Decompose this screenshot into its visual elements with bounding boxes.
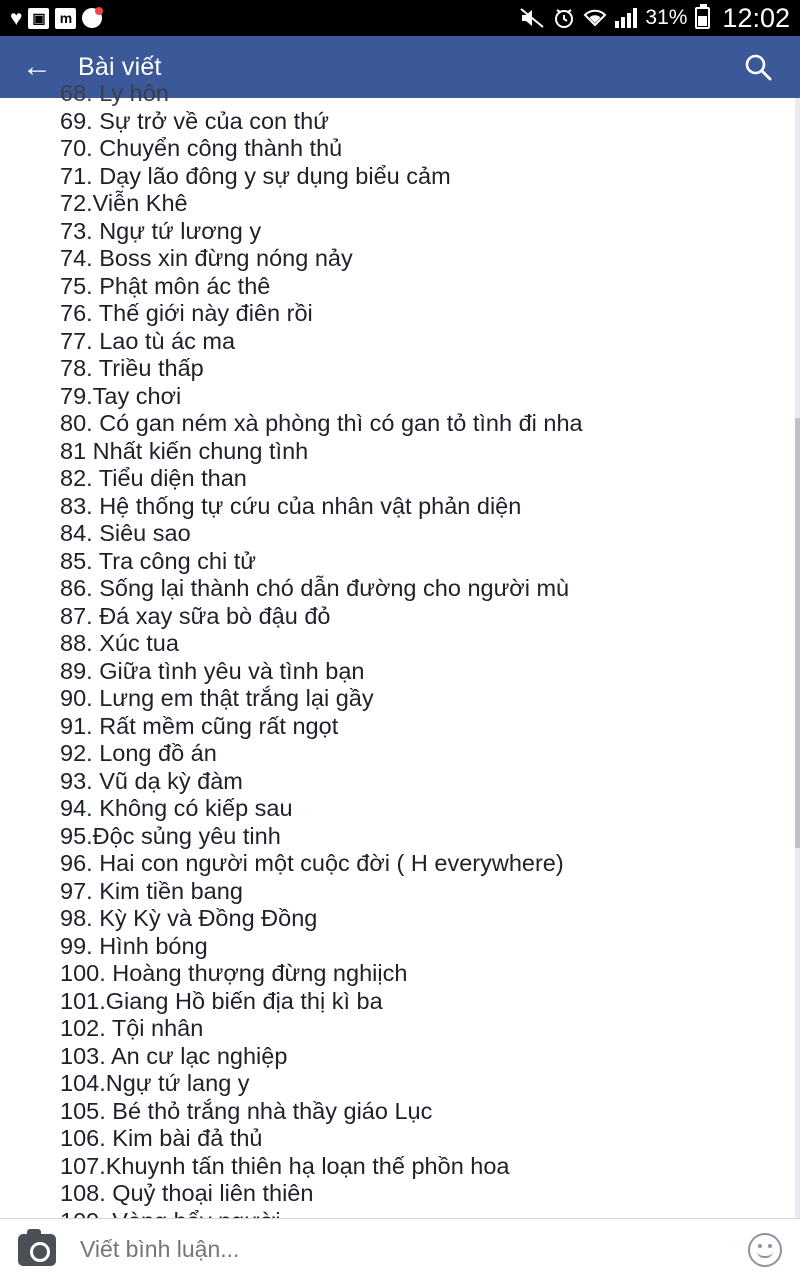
list-item: 68. Ly hôn [60, 80, 169, 106]
list-item: 84. Siêu sao [60, 520, 191, 546]
battery-percent: 31% [645, 6, 688, 29]
notification-dot-icon [82, 8, 102, 28]
list-item: 71. Dạy lão đông y sự dụng biểu cảm [60, 162, 451, 189]
scrollbar-thumb[interactable] [795, 418, 800, 848]
list-item: 76. Thế giới này điên rồi [60, 300, 313, 326]
signal-icon [615, 8, 637, 28]
list-item: 80. Có gan ném xà phòng thì có gan tỏ tình đi nha [60, 410, 583, 436]
smiley-icon[interactable] [748, 1233, 782, 1267]
list-item: 73. Ngự tứ lương y [60, 217, 262, 244]
list-item: 94. Không có kiếp sau [60, 795, 293, 821]
list-item: 104.Ngự tứ lang y [60, 1070, 250, 1096]
list-item: 78. Triều thấp [60, 355, 204, 381]
list-item: 100. Hoàng thượng đừng nghiịch [60, 960, 408, 986]
list-item: 98. Kỳ Kỳ và Đồng Đồng [60, 905, 318, 931]
list-item: 72.Viễn Khê [60, 190, 188, 216]
list-item: 106. Kim bài đả thủ [60, 1125, 263, 1151]
back-button[interactable]: ← [22, 50, 52, 83]
camera-icon[interactable] [18, 1234, 56, 1266]
list-item: 92. Long đồ án [60, 740, 217, 766]
list-item: 91. Rất mềm cũng rất ngọt [60, 712, 339, 739]
list-item: 70. Chuyển công thành thủ [60, 135, 343, 161]
list-item: 108. Quỷ thoại liên thiên [60, 1180, 314, 1206]
post-list [0, 80, 800, 1235]
list-item: 86. Sống lại thành chó dẫn đường cho người mù [60, 575, 570, 601]
list-item: 97. Kim tiền bang [60, 877, 243, 904]
list-item: 88. Xúc tua [60, 630, 179, 656]
list-item: 82. Tiểu diện than [60, 465, 247, 491]
wifi-icon [583, 8, 607, 28]
list-item: 81 Nhất kiến chung tình [60, 437, 309, 464]
list-item: 75. Phật môn ác thê [60, 272, 271, 299]
list-item: 95.Độc sủng yêu tinh [60, 822, 281, 849]
list-item: 99. Hình bóng [60, 932, 208, 959]
photo-icon: ▣ [28, 8, 49, 29]
post-content[interactable] [0, 80, 800, 1218]
status-bar-left-icons [10, 8, 102, 29]
heart-icon: ♥ [10, 6, 23, 30]
list-item: 105. Bé thỏ trắng nhà thầy giáo Lục [60, 1097, 433, 1124]
app-icon: m [55, 8, 76, 29]
list-item: 93. Vũ dạ kỳ đàm [60, 767, 243, 794]
list-item: 85. Tra công chi tử [60, 547, 256, 574]
list-item: 103. An cư lạc nghiệp [60, 1042, 288, 1069]
clock: 12:02 [722, 2, 790, 33]
scrollbar[interactable] [795, 98, 800, 1218]
comment-input[interactable] [80, 1236, 748, 1263]
list-item: 77. Lao tù ác ma [60, 327, 236, 354]
status-bar [0, 0, 800, 36]
list-item: 102. Tội nhân [60, 1015, 204, 1041]
list-item: 69. Sự trở về của con thứ [60, 107, 329, 134]
list-item: 87. Đá xay sữa bò đậu đỏ [60, 602, 331, 629]
list-item: 101.Giang Hồ biến địa thị kì ba [60, 987, 383, 1014]
list-item: 89. Giữa tình yêu và tình bạn [60, 657, 365, 684]
mute-icon [519, 7, 545, 29]
status-bar-right-icons [519, 3, 790, 34]
battery-icon [695, 7, 710, 29]
comment-bar [0, 1218, 800, 1280]
alarm-icon [553, 7, 575, 29]
list-item: 90. Lưng em thật trắng lại gầy [60, 685, 374, 711]
list-item: 107.Khuynh tấn thiên hạ loạn thế phồn hoa [60, 1152, 510, 1179]
list-item: 74. Boss xin đừng nóng nảy [60, 245, 353, 271]
list-item: 96. Hai con người một cuộc đời ( H everywhere) [60, 850, 564, 876]
page-title: Bài viết [78, 52, 162, 81]
list-item: 79.Tay chơi [60, 382, 182, 409]
list-item: 83. Hệ thống tự cứu của nhân vật phản diện [60, 492, 522, 519]
